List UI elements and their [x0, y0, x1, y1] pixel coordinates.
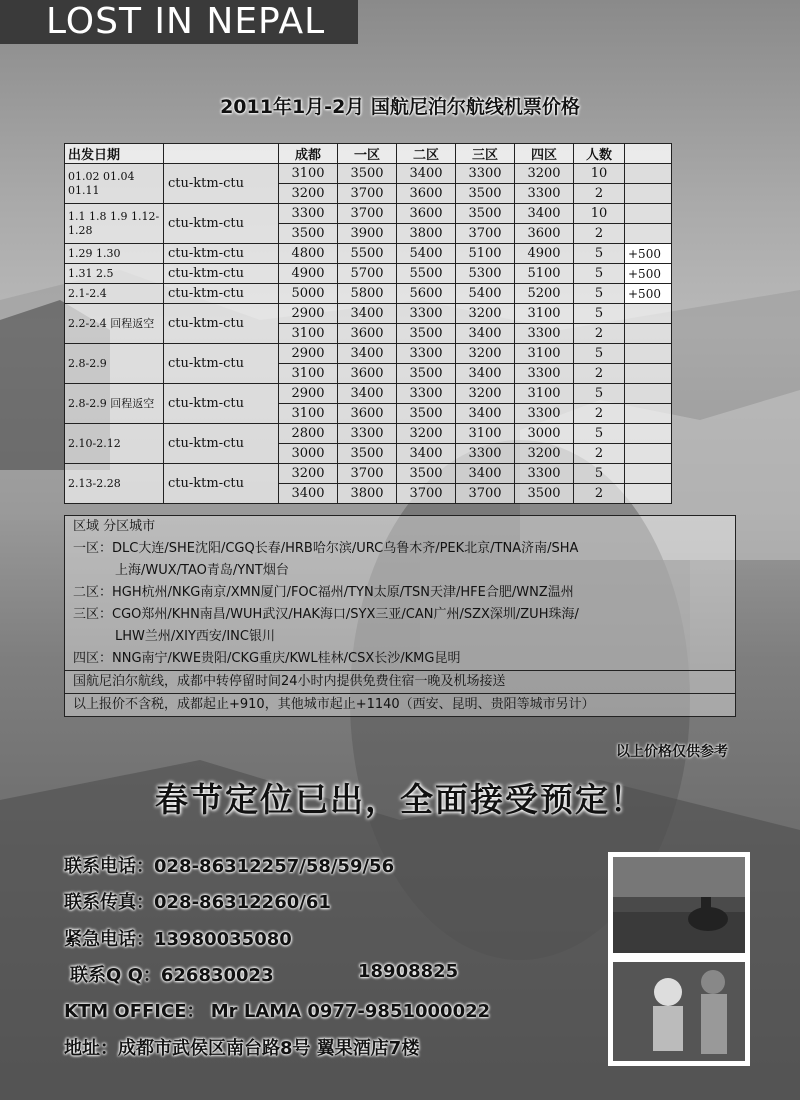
price-cell: 3400: [456, 404, 515, 424]
zone-label: 四区：: [73, 651, 113, 666]
people-count: 2: [574, 184, 625, 204]
price-cell: 3500: [397, 404, 456, 424]
contact-qq: 联系Q Q：626830023: [70, 965, 274, 986]
route: ctu-ktm-ctu: [164, 204, 279, 244]
price-cell: 3300: [397, 304, 456, 324]
people-count: 5: [574, 384, 625, 404]
price-cell: 3300: [456, 444, 515, 464]
departure-date: 1.31 2.5: [65, 264, 164, 284]
slogan: 春节定位已出，全面接受预定！: [155, 780, 645, 819]
price-cell: 4800: [279, 244, 338, 264]
price-cell: 3200: [279, 184, 338, 204]
price-cell: 3100: [279, 324, 338, 344]
price-cell: 3100: [279, 364, 338, 384]
price-cell: 3100: [456, 424, 515, 444]
zone-cities: DLC大连/SHE沈阳/CGQ长春/HRB哈尔滨/URC乌鲁木齐/PEK北京/TNA济南/SHA: [112, 541, 579, 556]
price-cell: 3300: [397, 384, 456, 404]
price-cell: 3600: [397, 204, 456, 224]
ktm-office: KTM OFFICE： Mr LAMA 0977-9851000022: [64, 1001, 491, 1022]
surcharge-cell: [625, 164, 672, 184]
price-cell: 5500: [338, 244, 397, 264]
zone-label: 三区：: [73, 607, 113, 622]
column-header: [625, 144, 672, 164]
price-cell: 3800: [338, 484, 397, 504]
price-cell: 3600: [515, 224, 574, 244]
table-row: [65, 164, 672, 184]
children-photo: [613, 962, 745, 1061]
price-cell: 2900: [279, 344, 338, 364]
surcharge-cell: [625, 484, 672, 504]
zone-cities: HGH杭州/NKG南京/XMN厦门/FOC福州/TYN太原/TSN天津/HFE合肥/WNZ温州: [112, 585, 574, 600]
price-cell: 3100: [515, 304, 574, 324]
price-cell: 3100: [515, 344, 574, 364]
zone-row: [65, 538, 735, 560]
surcharge-cell: [625, 304, 672, 324]
zone-city-list: [64, 515, 736, 717]
surcharge-cell: [625, 384, 672, 404]
price-cell: 3400: [456, 364, 515, 384]
transit-note: 国航尼泊尔航线，成都中转停留时间24小时内提供免费住宿一晚及机场接送: [65, 670, 735, 693]
contact-qq-secondary: 18908825: [358, 961, 459, 982]
price-cell: 3000: [279, 444, 338, 464]
surcharge-cell: [625, 204, 672, 224]
price-cell: 3600: [397, 184, 456, 204]
column-header: 出发日期: [65, 144, 164, 164]
departure-date: 2.2-2.4 回程返空: [65, 304, 164, 344]
price-cell: 3200: [456, 304, 515, 324]
surcharge-cell: +500: [625, 264, 672, 284]
people-count: 2: [574, 364, 625, 384]
address: 地址：成都市武侯区南台路8号 翼果酒店7楼: [64, 1038, 420, 1059]
price-cell: 3100: [515, 384, 574, 404]
zone-cities: LHW兰州/XIY西安/INC银川: [115, 629, 275, 644]
departure-date: 2.10-2.12: [65, 424, 164, 464]
column-header: 四区: [515, 144, 574, 164]
surcharge-cell: [625, 404, 672, 424]
price-cell: 3700: [338, 204, 397, 224]
column-header: 成都: [279, 144, 338, 164]
departure-date: 2.1-2.4: [65, 284, 164, 304]
price-cell: 3500: [456, 204, 515, 224]
zone-heading: 区域 分区城市: [73, 519, 156, 534]
departure-date: 2.8-2.9 回程返空: [65, 384, 164, 424]
column-header: 三区: [456, 144, 515, 164]
route: ctu-ktm-ctu: [164, 464, 279, 504]
people-count: 10: [574, 164, 625, 184]
people-count: 10: [574, 204, 625, 224]
zone-cities: NNG南宁/KWE贵阳/CKG重庆/KWL桂林/CSX长沙/KMG昆明: [112, 651, 461, 666]
price-cell: 4900: [515, 244, 574, 264]
price-cell: 3500: [397, 324, 456, 344]
people-count: 5: [574, 344, 625, 364]
route: ctu-ktm-ctu: [164, 264, 279, 284]
price-cell: 3200: [279, 464, 338, 484]
people-count: 2: [574, 404, 625, 424]
price-cell: 5400: [397, 244, 456, 264]
surcharge-cell: +500: [625, 284, 672, 304]
route: ctu-ktm-ctu: [164, 384, 279, 424]
price-cell: 3400: [397, 164, 456, 184]
people-count: 5: [574, 424, 625, 444]
price-cell: 4900: [279, 264, 338, 284]
table-row: [65, 384, 672, 404]
elephant-river-photo: [613, 857, 745, 953]
price-cell: 3600: [338, 404, 397, 424]
price-cell: 3500: [456, 184, 515, 204]
price-cell: 3300: [456, 164, 515, 184]
zone-row: [65, 604, 735, 626]
price-cell: 3400: [515, 204, 574, 224]
price-cell: 3200: [515, 444, 574, 464]
price-cell: 5000: [279, 284, 338, 304]
price-cell: 3500: [397, 364, 456, 384]
table-row: [65, 344, 672, 364]
price-cell: 3600: [338, 364, 397, 384]
price-cell: 5500: [397, 264, 456, 284]
photo-frame: [608, 852, 750, 1066]
page-title: 2011年1月-2月 国航尼泊尔航线机票价格: [220, 96, 580, 118]
route: ctu-ktm-ctu: [164, 424, 279, 464]
price-cell: 3900: [338, 224, 397, 244]
route: ctu-ktm-ctu: [164, 164, 279, 204]
price-cell: 5600: [397, 284, 456, 304]
zone-label: 一区：: [73, 541, 113, 556]
zone-row: [65, 626, 735, 648]
price-cell: 3500: [397, 464, 456, 484]
price-cell: 2900: [279, 384, 338, 404]
price-cell: 3500: [338, 164, 397, 184]
table-row: [65, 424, 672, 444]
table-row: [65, 284, 672, 304]
surcharge-cell: [625, 364, 672, 384]
route: ctu-ktm-ctu: [164, 284, 279, 304]
departure-date: 2.8-2.9: [65, 344, 164, 384]
price-cell: 3700: [397, 484, 456, 504]
fare-table: [64, 143, 672, 504]
people-count: 5: [574, 304, 625, 324]
price-cell: 3300: [515, 464, 574, 484]
contact-phone: 联系电话：028-86312257/58/59/56: [64, 856, 395, 877]
surcharge-cell: [625, 224, 672, 244]
price-cell: 3500: [279, 224, 338, 244]
surcharge-cell: [625, 444, 672, 464]
table-row: [65, 264, 672, 284]
price-cell: 3000: [515, 424, 574, 444]
zone-cities: CGO郑州/KHN南昌/WUH武汉/HAK海口/SYX三亚/CAN广州/SZX深圳/ZUH珠海/: [112, 607, 579, 622]
contact-fax: 联系传真：028-86312260/61: [64, 892, 331, 913]
price-cell: 5100: [515, 264, 574, 284]
price-cell: 3600: [338, 324, 397, 344]
price-cell: 3200: [397, 424, 456, 444]
people-count: 2: [574, 324, 625, 344]
price-cell: 5200: [515, 284, 574, 304]
table-header-row: [65, 144, 672, 164]
price-cell: 3400: [456, 464, 515, 484]
price-cell: 5700: [338, 264, 397, 284]
price-cell: 3400: [338, 384, 397, 404]
table-row: [65, 304, 672, 324]
surcharge-cell: [625, 184, 672, 204]
price-cell: 3400: [397, 444, 456, 464]
people-count: 5: [574, 464, 625, 484]
departure-date: 01.02 01.04 01.11: [65, 164, 164, 204]
table-row: [65, 204, 672, 224]
reference-note: 以上价格仅供参考: [616, 744, 728, 760]
column-header: 人数: [574, 144, 625, 164]
people-count: 5: [574, 284, 625, 304]
price-cell: 3300: [279, 204, 338, 224]
table-row: [65, 464, 672, 484]
price-cell: 3800: [397, 224, 456, 244]
price-cell: 3700: [456, 484, 515, 504]
price-cell: 3300: [515, 404, 574, 424]
people-count: 5: [574, 264, 625, 284]
people-count: 2: [574, 224, 625, 244]
surcharge-cell: [625, 324, 672, 344]
price-cell: 3400: [456, 324, 515, 344]
price-cell: 3700: [338, 464, 397, 484]
price-cell: 3300: [515, 364, 574, 384]
emergency-phone: 紧急电话：13980035080: [64, 929, 292, 950]
route: ctu-ktm-ctu: [164, 244, 279, 264]
people-count: 2: [574, 484, 625, 504]
zone-row: [65, 560, 735, 582]
price-cell: 3700: [338, 184, 397, 204]
departure-date: 1.29 1.30: [65, 244, 164, 264]
price-cell: 3200: [456, 384, 515, 404]
column-header: 二区: [397, 144, 456, 164]
people-count: 5: [574, 244, 625, 264]
price-cell: 3200: [456, 344, 515, 364]
route: ctu-ktm-ctu: [164, 304, 279, 344]
zone-cities: 上海/WUX/TAO青岛/YNT烟台: [115, 563, 289, 578]
people-count: 2: [574, 444, 625, 464]
table-row: [65, 244, 672, 264]
price-cell: 3400: [338, 304, 397, 324]
price-cell: 5800: [338, 284, 397, 304]
price-cell: 2800: [279, 424, 338, 444]
price-cell: 3500: [515, 484, 574, 504]
zone-label: 二区：: [73, 585, 113, 600]
price-cell: 3300: [397, 344, 456, 364]
price-cell: 3400: [338, 344, 397, 364]
price-cell: 3200: [515, 164, 574, 184]
departure-date: 1.1 1.8 1.9 1.12-1.28: [65, 204, 164, 244]
price-cell: 3500: [338, 444, 397, 464]
price-cell: 3700: [456, 224, 515, 244]
price-cell: 3100: [279, 164, 338, 184]
price-cell: 3400: [279, 484, 338, 504]
price-cell: 5400: [456, 284, 515, 304]
price-cell: 5300: [456, 264, 515, 284]
column-header: [164, 144, 279, 164]
price-cell: 3100: [279, 404, 338, 424]
zone-row: [65, 648, 735, 670]
price-cell: 3300: [338, 424, 397, 444]
price-cell: 5100: [456, 244, 515, 264]
surcharge-cell: [625, 424, 672, 444]
surcharge-cell: [625, 344, 672, 364]
surcharge-cell: +500: [625, 244, 672, 264]
brand-banner: LOST IN NEPAL: [0, 0, 358, 44]
route: ctu-ktm-ctu: [164, 344, 279, 384]
price-cell: 3300: [515, 184, 574, 204]
price-cell: 3300: [515, 324, 574, 344]
price-cell: 2900: [279, 304, 338, 324]
departure-date: 2.13-2.28: [65, 464, 164, 504]
zone-row: [65, 582, 735, 604]
surcharge-cell: [625, 464, 672, 484]
column-header: 一区: [338, 144, 397, 164]
tax-note: 以上报价不含税，成都起止+910，其他城市起止+1140（西安、昆明、贵阳等城市另计）: [65, 693, 735, 716]
